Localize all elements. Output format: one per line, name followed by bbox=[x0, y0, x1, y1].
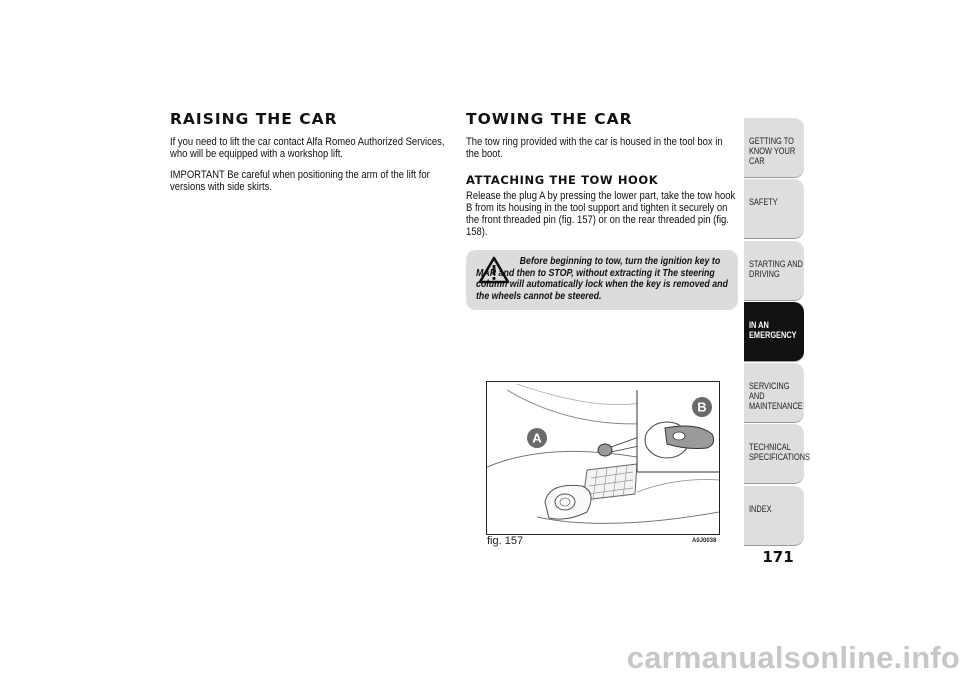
watermark: carmanualsonline.info bbox=[626, 640, 960, 675]
tab-label: TECHNICAL SPECIFICATIONS bbox=[749, 442, 810, 463]
tab-getting-to-know-your-car[interactable] bbox=[744, 118, 804, 178]
warning-text: Before beginning to tow, turn the ignition key to MAR and then to STOP, without extracting it The steering column will automatically lock when the key is removed and the wheels cannot be steered. bbox=[476, 255, 728, 302]
section-towing-the-car bbox=[466, 110, 738, 247]
tab-label: STARTING AND DRIVING bbox=[749, 258, 803, 279]
figure-caption: fig. 157 bbox=[487, 535, 524, 547]
warning-box bbox=[466, 250, 738, 310]
tab-starting-and-driving[interactable] bbox=[744, 241, 804, 301]
tab-in-an-emergency[interactable] bbox=[744, 302, 804, 362]
figure-code: A0J0038 bbox=[692, 538, 717, 544]
section-title-towing: TOWING THE CAR bbox=[466, 110, 633, 128]
towing-paragraph-1: The tow ring provided with the car is housed in the tool box in the boot. bbox=[466, 136, 723, 161]
raising-paragraph-2: IMPORTANT Be careful when positioning the arm of the lift for versions with side skirts. bbox=[170, 168, 430, 193]
tab-technical-specifications[interactable] bbox=[744, 424, 810, 484]
tab-servicing-and-maintenance[interactable] bbox=[744, 363, 804, 423]
headlight bbox=[545, 485, 591, 519]
raising-paragraph-1: If you need to lift the car contact Alfa Romeo Authorized Services, who will be equipped with a workshop lift. bbox=[170, 136, 445, 161]
grille-mesh bbox=[583, 464, 637, 500]
tab-label: INDEX bbox=[749, 503, 772, 514]
callout-b-label: B bbox=[697, 399, 707, 415]
page-number: 171 bbox=[762, 548, 794, 566]
tab-label: SERVICING AND MAINTENANCE bbox=[749, 381, 803, 412]
tow-hook-paragraph: Release the plug A by pressing the lower part, take the tow hook B from its housing in the tool support and tighten it securely on the front threaded pin (fig. 157) or on the rear threaded pin (fig. 158). bbox=[466, 189, 736, 239]
subsection-title-tow-hook: ATTACHING THE TOW HOOK bbox=[466, 172, 659, 187]
tow-hook-illustration bbox=[487, 382, 719, 534]
tab-label: IN AN EMERGENCY bbox=[749, 319, 797, 340]
callout-a-label: A bbox=[532, 430, 542, 446]
tab-label: GETTING TO KNOW YOUR CAR bbox=[749, 136, 796, 166]
tab-safety[interactable] bbox=[744, 179, 804, 239]
tab-label: SAFETY bbox=[749, 197, 778, 208]
tab-index[interactable] bbox=[744, 486, 804, 546]
plug-a-shape bbox=[598, 444, 612, 456]
section-raising-the-car bbox=[170, 110, 450, 201]
figure-157 bbox=[486, 381, 720, 535]
chapter-tabs bbox=[744, 118, 810, 547]
section-title-raising: RAISING THE CAR bbox=[170, 110, 338, 128]
